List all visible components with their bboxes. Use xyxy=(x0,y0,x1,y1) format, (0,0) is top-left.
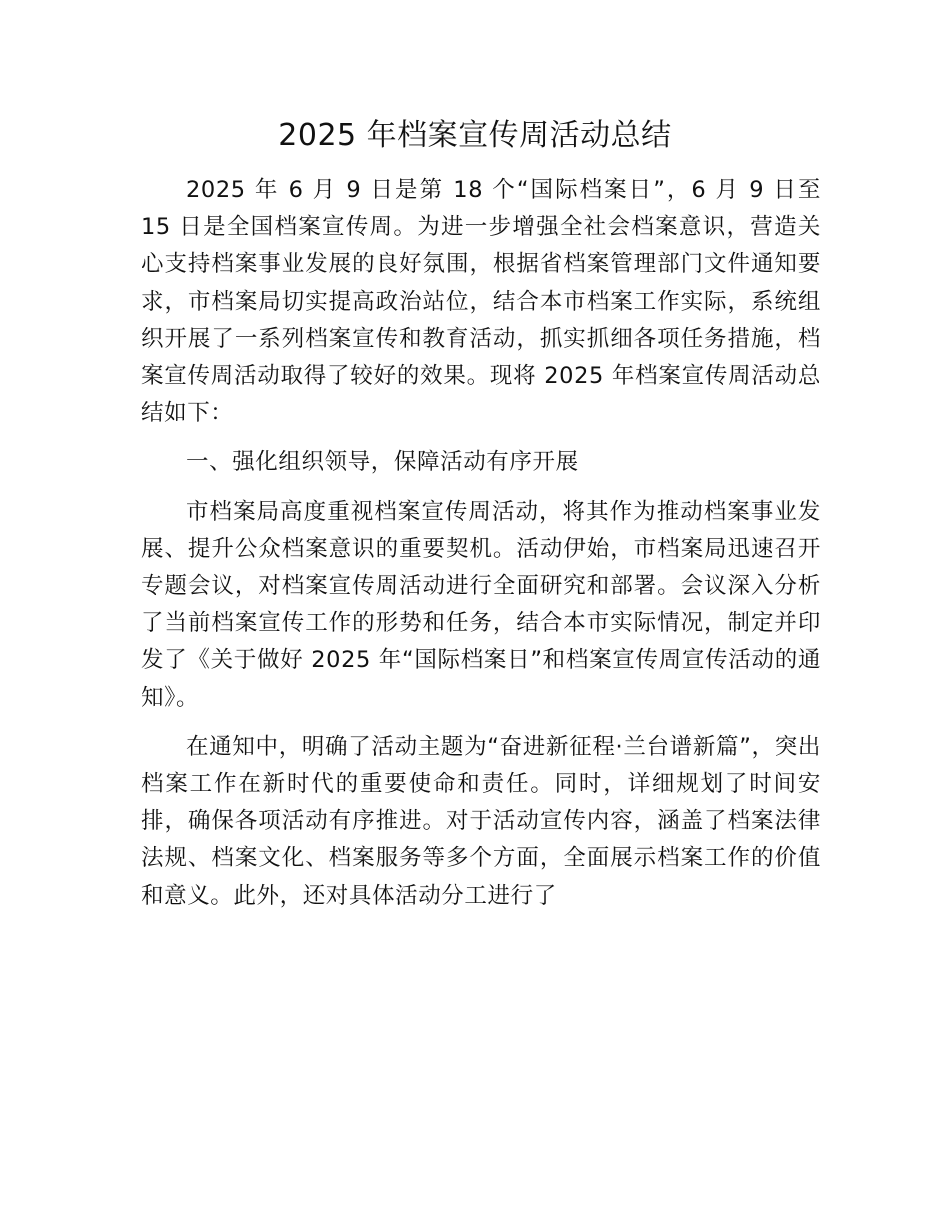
paragraph-spacer xyxy=(141,432,821,444)
paragraph-spacer xyxy=(141,717,821,729)
document-body xyxy=(141,172,821,915)
paragraph-notice-details: 在通知中，明确了活动主题为“奋进新征程·兰台谱新篇”，突出档案工作在新时代的重要使命和责任。同时，详细规划了时间安排，确保各项活动有序推进。对于活动宣传内容，涵盖了档案法律法规、档案文化、档案服务等多个方面，全面展示档案工作的价值和意义。此外，还对具体活动分工进行了 xyxy=(141,733,821,909)
paragraph-organization: 市档案局高度重视档案宣传周活动，将其作为推动档案事业发展、提升公众档案意识的重要契机。活动伊始，市档案局迅速召开专题会议，对档案宣传周活动进行全面研究和部署。会议深入分析了当前档案宣传工作的形势和任务，结合本市实际情况，制定并印发了《关于做好 2025 年“国际档案日”和档案宣传周宣传活动的通知》。 xyxy=(141,498,821,711)
paragraph-spacer xyxy=(141,482,821,494)
paragraph-intro: 2025 年 6 月 9 日是第 18 个“国际档案日”，6 月 9 日至 15 日是全国档案宣传周。为进一步增强全社会档案意识，营造关心支持档案事业发展的良好氛围，根据省档案管理部门文件通知要求，市档案局切实提高政治站位，结合本市档案工作实际，系统组织开展了一系列档案宣传和教育活动，抓实抓细各项任务措施，档案宣传周活动取得了较好的效果。现将 2025 年档案宣传周活动总结如下： xyxy=(141,177,821,427)
document-title: 2025 年档案宣传周活动总结 xyxy=(278,118,672,153)
section-heading-1: 一、强化组织领导，保障活动有序开展 xyxy=(186,449,579,476)
